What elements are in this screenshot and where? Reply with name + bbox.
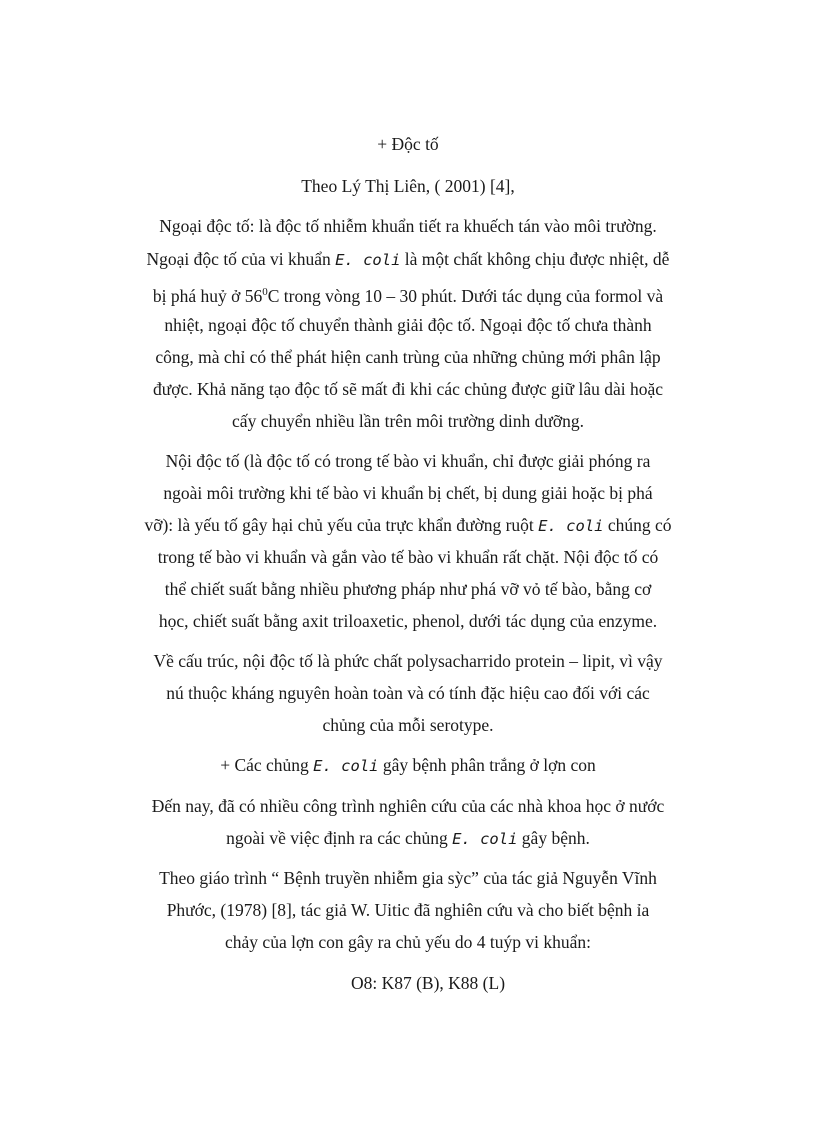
- paragraph-research-line: Đến nay, đã có nhiều công trình nghiên cứu của các nhà khoa học ở nước: [151, 796, 665, 816]
- paragraph-textbook-line: Phước, (1978) [8], tác giả W. Uitic đã nghiên cứu và cho biết bệnh ỉa: [166, 900, 650, 920]
- paragraph-structure-line: nú thuộc kháng nguyên hoàn toàn và có tính đặc hiệu cao đối với các: [166, 683, 650, 703]
- paragraph-exotoxin-line: công, mà chỉ có thể phát hiện canh trùng của những chủng mới phân lập: [155, 347, 661, 367]
- paragraph-exotoxin-line: bị phá huỷ ở $56^0C$ trong vòng 10 – 30 phút. Dưới tác dụng của formol và: [152, 285, 664, 306]
- paragraph-exotoxin-line: được. Khả năng tạo độc tố sẽ mất đi khi các chủng được giữ lâu dài hoặc: [152, 379, 664, 399]
- paragraph-endotoxin-line: học, chiết suất bằng axit triloaxetic, phenol, dưới tác dụng của enzyme.: [158, 611, 658, 631]
- paragraph-endotoxin-line: ngoài môi trường khi tế bào vi khuẩn bị chết, bị dung giải hoặc bị phá: [163, 483, 653, 503]
- paragraph-exotoxin-line: cấy chuyển nhiều lần trên môi trường dinh dưỡng.: [232, 411, 584, 431]
- paragraph-structure-line: chủng của mỗi serotype.: [322, 715, 494, 735]
- paragraph-textbook-line: chảy của lợn con gây ra chủ yếu do 4 tuýp vi khuẩn:: [225, 932, 591, 952]
- paragraph-endotoxin-line: thể chiết suất bằng nhiều phương pháp như phá vỡ vỏ tế bào, bằng cơ: [164, 579, 652, 599]
- paragraph-endotoxin-line: vỡ): là yếu tố gây hại chủ yếu của trực khẩn đường ruột E. coli chúng có: [144, 515, 672, 535]
- paragraph-endotoxin-line: trong tế bào vi khuẩn và gắn vào tế bào vi khuẩn rất chặt. Nội độc tố có: [157, 547, 659, 567]
- section-heading-toxin: + Độc tố: [377, 134, 439, 154]
- section-heading-strains: + Các chủng E. coli gây bệnh phân trắng ở lợn con: [220, 755, 596, 775]
- serotype-line: O8: K87 (B), K88 (L): [350, 973, 506, 993]
- paragraph-exotoxin-line: nhiệt, ngoại độc tố chuyển thành giải độc tố. Ngoại độc tố chưa thành: [164, 315, 652, 335]
- paragraph-structure-line: Về cấu trúc, nội độc tố là phức chất polysacharrido protein – lipit, vì vậy: [153, 651, 663, 671]
- paragraph-research-line: ngoài về việc định ra các chủng E. coli gây bệnh.: [226, 828, 590, 848]
- paragraph-exotoxin-line: Ngoại độc tố của vi khuẩn E. coli là một chất không chịu được nhiệt, dễ: [146, 249, 670, 269]
- paragraph-textbook-line: Theo giáo trình “ Bệnh truyền nhiễm gia sỳc” của tác giả Nguyễn Vĩnh: [159, 868, 657, 888]
- paragraph-exotoxin-line: Ngoại độc tố: là độc tố nhiễm khuẩn tiết ra khuếch tán vào môi trường.: [159, 216, 657, 236]
- citation-line: Theo Lý Thị Liên, ( 2001) [4],: [301, 176, 515, 196]
- paragraph-endotoxin-line: Nội độc tố (là độc tố có trong tế bào vi khuẩn, chỉ được giải phóng ra: [165, 451, 651, 471]
